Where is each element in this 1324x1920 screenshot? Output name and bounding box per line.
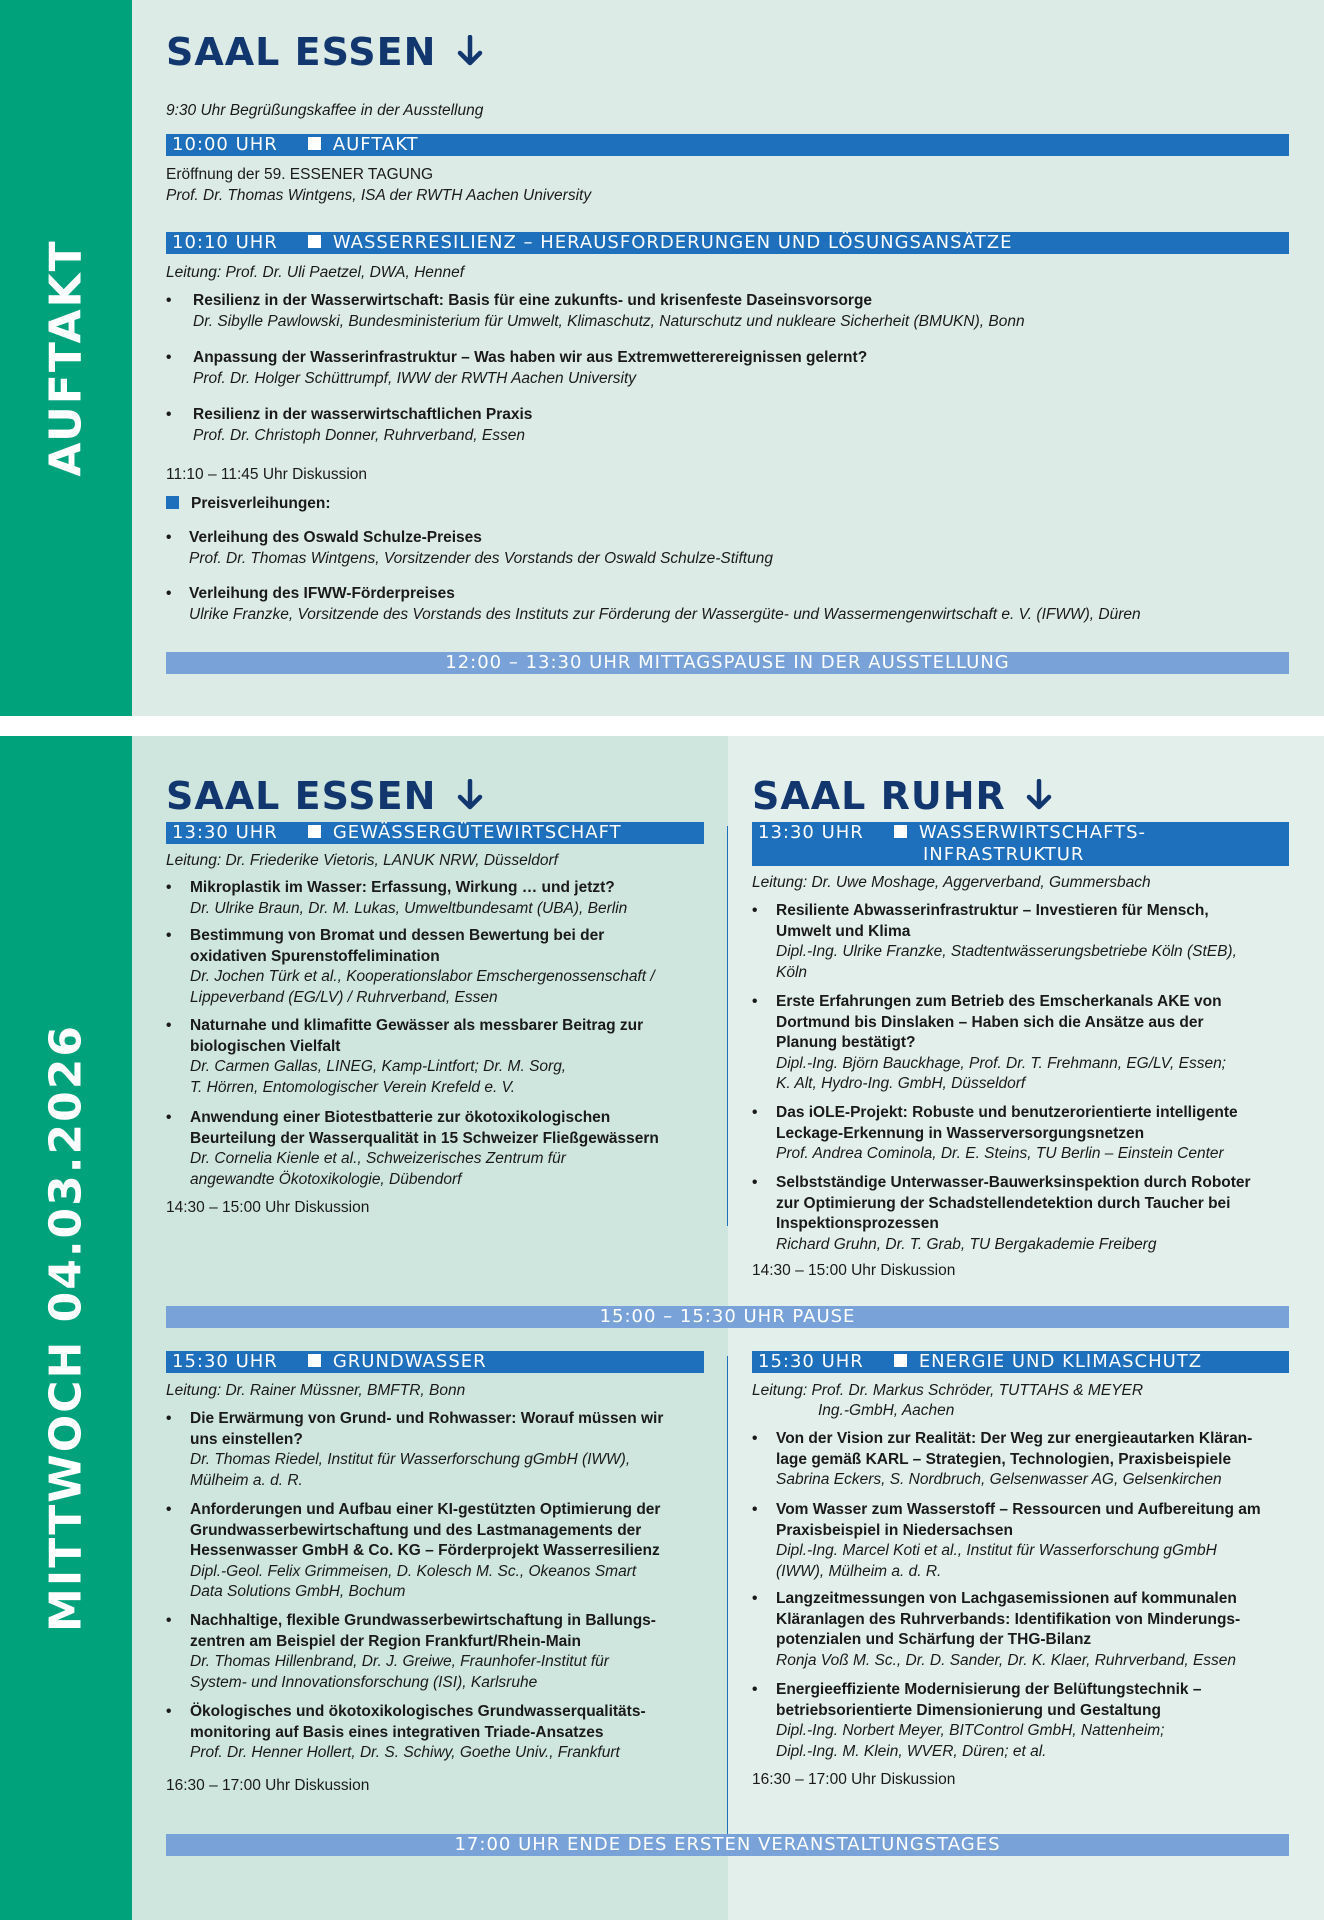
discussion-time: 16:30 – 17:00 Uhr Diskussion bbox=[752, 1771, 956, 1788]
discussion-time: 16:30 – 17:00 Uhr Diskussion bbox=[166, 1777, 370, 1794]
session-bar bbox=[166, 232, 1289, 254]
talk-author: Prof. Dr. Christoph Donner, Ruhrverband, Essen bbox=[193, 426, 525, 444]
room-name: SAAL ESSEN bbox=[166, 774, 437, 818]
session-title: ENERGIE UND KLIMASCHUTZ bbox=[918, 1351, 1203, 1372]
sidebar-label: AUFTAKT bbox=[40, 239, 92, 477]
talk-item: • Die Erwärmung von Grund- und Rohwasser: Worauf müssen wir uns einstellen? Dr. Thomas Riedel, Institut für Wasserforschung gGmbH (IWW), Mülheim a. d. R. bbox=[166, 1409, 663, 1491]
session-chair: Leitung: Dr. Friederike Vietoris, LANUK NRW, Düsseldorf bbox=[166, 852, 558, 869]
award-title: Verleihung des IFWW-Förderpreises bbox=[189, 585, 455, 602]
talk-author: Dr. Thomas Riedel, Institut für Wasserforschung gGmbH (IWW), bbox=[190, 1451, 631, 1468]
talk-title: zentren am Beispiel der Region Frankfurt/Rhein-Main bbox=[190, 1632, 582, 1650]
day-section bbox=[0, 736, 1324, 1920]
talk-title: uns einstellen? bbox=[190, 1430, 303, 1448]
session-title: WASSERWIRTSCHAFTS- bbox=[918, 822, 1147, 843]
talk-title: Beurteilung der Wasserqualität in 15 Schweizer Fließgewässern bbox=[190, 1129, 659, 1147]
session-bar bbox=[166, 134, 1289, 156]
talk-title: potenzialen und Schärfung der THG-Bilanz bbox=[776, 1631, 1092, 1648]
talk-author: Köln bbox=[776, 963, 808, 981]
talk-item: • Vom Wasser zum Wasserstoff – Ressourcen und Aufbereitung am Praxisbeispiel in Niedersachsen Dipl.-Ing. Marcel Koti et al., Institut für Wasserforschung gGmbH (IWW), Mülheim a. d. R. bbox=[752, 1500, 1261, 1582]
room-heading bbox=[166, 30, 483, 74]
talk-item: • Langzeitmessungen von Lachgasemissionen auf kommunalen Kläranlagen des Ruhrverbands: Identifikation von Minderungs- potenzialen und Schärfung der THG-Bilanz Ronja Voß M. Sc., Dr. D. Sander, Dr. K. Klaer, Ruhrverband, Essen bbox=[752, 1589, 1240, 1671]
talk-author: Sabrina Eckers, S. Nordbruch, Gelsenwasser AG, Gelsenkirchen bbox=[776, 1471, 1222, 1488]
talk-title: Hessenwasser GmbH & Co. KG – Förderprojekt Wasserresilienz bbox=[190, 1542, 660, 1559]
session-title: GRUNDWASSER bbox=[332, 1351, 487, 1372]
talk-title: oxidativen Spurenstoffelimination bbox=[190, 947, 440, 965]
talk-item: • Erste Erfahrungen zum Betrieb des Emscherkanals AKE von Dortmund bis Dinslaken – Haben sich die Ansätze aus der Planung bestätigt? Dipl.-Ing. Björn Bauckhage, Prof. Dr. T. Frehmann, EG/LV, Essen; K. Alt, Hydro-Ing. GmbH, Düsseldorf bbox=[752, 992, 1226, 1095]
session-chair: Leitung: Dr. Rainer Müssner, BMFTR, Bonn bbox=[166, 1382, 466, 1399]
talk-title: Naturnahe und klimafitte Gewässer als messbarer Beitrag zur bbox=[190, 1017, 644, 1034]
talk-author: Prof. Dr. Henner Hollert, Dr. S. Schiwy, Goethe Univ., Frankfurt bbox=[190, 1744, 620, 1761]
arrow-down-icon bbox=[1026, 779, 1052, 811]
talk-item: • Mikroplastik im Wasser: Erfassung, Wirkung … und jetzt? Dr. Ulrike Braun, Dr. M. Lukas, Umweltbundesamt (UBA), Berlin bbox=[166, 878, 627, 919]
square-bullet-icon bbox=[894, 1354, 907, 1367]
square-bullet-icon bbox=[308, 137, 321, 150]
talk-item: • Von der Vision zur Realität: Der Weg zur energieautarken Kläran- lage gemäß KARL – Strategien, Technologien, Praxisbeispiele Sabrina Eckers, S. Nordbruch, Gelsenwasser AG, Gelsenkirchen bbox=[752, 1429, 1252, 1491]
talk-author: Dipl.-Ing. Ulrike Franzke, Stadtentwässerungsbetriebe Köln (StEB), bbox=[776, 943, 1237, 960]
talk-item: • Das iOLE-Projekt: Robuste und benutzerorientierte intelligente Leckage-Erkennung in Wasserversorgungsnetzen Prof. Andrea Cominola, Dr. E. Steins, TU Berlin – Einstein Center bbox=[752, 1103, 1238, 1165]
session-time: 13:30 UHR bbox=[758, 822, 864, 843]
talk-title: Anforderungen und Aufbau einer KI-gestützten Optimierung der bbox=[190, 1501, 661, 1518]
talk-title: Anpassung der Wasserinfrastruktur – Was haben wir aus Extremwetterereignissen gelernt? bbox=[193, 349, 868, 366]
talk-author: Dr. Sibylle Pawlowski, Bundesministerium für Umwelt, Klimaschutz, Naturschutz und nukleare Sicherheit (BMUKN), Bonn bbox=[193, 312, 1025, 330]
talk-title: Anwendung einer Biotestbatterie zur ökotoxikologischen bbox=[190, 1109, 611, 1126]
talk-author: Dr. Thomas Hillenbrand, Dr. J. Greiwe, Fraunhofer-Institut für bbox=[190, 1653, 609, 1670]
talk-title: Nachhaltige, flexible Grundwasserbewirtschaftung in Ballungs- bbox=[190, 1612, 656, 1629]
awards-heading: Preisverleihungen: bbox=[166, 494, 331, 515]
room-heading-left bbox=[166, 774, 483, 818]
talk-title: Inspektionsprozessen bbox=[776, 1215, 939, 1232]
room-name: SAAL RUHR bbox=[752, 774, 1006, 818]
pause-bar: 15:00 – 15:30 UHR PAUSE bbox=[166, 1306, 1289, 1328]
room-heading-right bbox=[752, 774, 1052, 818]
column-divider bbox=[727, 826, 728, 1226]
session-title: AUFTAKT bbox=[332, 134, 419, 155]
talk-item: • Anwendung einer Biotestbatterie zur ökotoxikologischen Beurteilung der Wasserqualität in 15 Schweizer Fließgewässern Dr. Cornelia Kienle et al., Schweizerisches Zentrum für angewandte Ökotoxikologie, Dübendorf bbox=[166, 1108, 659, 1190]
auftakt-section bbox=[0, 0, 1324, 716]
session-time: 10:00 UHR bbox=[172, 134, 278, 155]
session-title: INFRASTRUKTUR bbox=[923, 844, 1085, 865]
talk-item: • Energieeffiziente Modernisierung der Belüftungstechnik – betriebsorientierte Dimensionierung und Gestaltung Dipl.-Ing. Norbert Meyer, BITControl GmbH, Nattenheim; Dipl.-Ing. M. Klein, WVER, Düren; et al. bbox=[752, 1680, 1201, 1762]
square-bullet-icon bbox=[166, 496, 179, 509]
session-bar bbox=[752, 1351, 1289, 1373]
square-bullet-icon bbox=[308, 1354, 321, 1367]
session-time: 10:10 UHR bbox=[172, 232, 278, 253]
award-title: Verleihung des Oswald Schulze-Preises bbox=[189, 529, 482, 546]
talk-title: Bestimmung von Bromat und dessen Bewertung bei der bbox=[190, 927, 605, 944]
talk-title: Mikroplastik im Wasser: Erfassung, Wirkung … und jetzt? bbox=[190, 879, 615, 896]
session-chair: Leitung: Prof. Dr. Uli Paetzel, DWA, Hennef bbox=[166, 264, 465, 281]
end-of-day-bar: 17:00 UHR ENDE DES ERSTEN VERANSTALTUNGSTAGES bbox=[166, 1834, 1289, 1856]
square-bullet-icon bbox=[894, 825, 907, 838]
session-bar bbox=[752, 822, 1289, 866]
session-bar bbox=[166, 822, 704, 844]
talk-author: Richard Gruhn, Dr. T. Grab, TU Bergakademie Freiberg bbox=[776, 1235, 1157, 1253]
talk-title: Energieeffiziente Modernisierung der Belüftungstechnik – bbox=[776, 1681, 1202, 1698]
square-bullet-icon bbox=[308, 825, 321, 838]
talk-author: Dipl.-Ing. Norbert Meyer, BITControl GmbH, Nattenheim; bbox=[776, 1722, 1165, 1739]
talk-author: Data Solutions GmbH, Bochum bbox=[190, 1583, 406, 1600]
session-title: GEWÄSSERGÜTEWIRTSCHAFT bbox=[332, 822, 622, 843]
column-divider bbox=[727, 1356, 728, 1834]
session-bar bbox=[166, 1351, 704, 1373]
award-author: Ulrike Franzke, Vorsitzende des Vorstands des Instituts zur Förderung der Wassergüte- und Wassermengenwirtschaft e. V. (IFWW), Düren bbox=[189, 605, 1141, 623]
talk-item: • Resiliente Abwasserinfrastruktur – Investieren für Mensch, Umwelt und Klima Dipl.-Ing. Ulrike Franzke, Stadtentwässerungsbetriebe Köln (StEB), Köln bbox=[752, 901, 1237, 983]
talk-author: K. Alt, Hydro-Ing. GmbH, Düsseldorf bbox=[776, 1075, 1026, 1092]
session-time: 15:30 UHR bbox=[758, 1351, 864, 1372]
lunch-break-bar: 12:00 – 13:30 UHR MITTAGSPAUSE IN DER AUSSTELLUNG bbox=[166, 652, 1289, 674]
session-chair-cont: Ing.-GmbH, Aachen bbox=[818, 1402, 955, 1419]
square-bullet-icon bbox=[308, 235, 321, 248]
sidebar-label: MITTWOCH 04.03.2026 bbox=[40, 1024, 92, 1632]
session-time: 13:30 UHR bbox=[172, 822, 278, 843]
talk-author: Dipl.-Ing. Björn Bauckhage, Prof. Dr. T. Frehmann, EG/LV, Essen; bbox=[776, 1054, 1226, 1072]
talk-author: Mülheim a. d. R. bbox=[190, 1471, 303, 1489]
discussion-time: 11:10 – 11:45 Uhr Diskussion bbox=[166, 466, 368, 483]
talk-title: Resilienz in der wasserwirtschaftlichen Praxis bbox=[193, 406, 533, 423]
talk-title: monitoring auf Basis eines integrativen Triade-Ansatzes bbox=[190, 1723, 604, 1741]
talk-author: Prof. Andrea Cominola, Dr. E. Steins, TU Berlin – Einstein Center bbox=[776, 1145, 1224, 1162]
talk-title: Leckage-Erkennung in Wasserversorgungsnetzen bbox=[776, 1124, 1145, 1142]
talk-author: Lippeverband (EG/LV) / Ruhrverband, Essen bbox=[190, 988, 498, 1006]
sidebar-date bbox=[0, 736, 132, 1920]
talk-title: zur Optimierung der Schadstellendetektion durch Taucher bei bbox=[776, 1194, 1231, 1212]
talk-author: Dipl.-Ing. M. Klein, WVER, Düren; et al. bbox=[776, 1742, 1047, 1760]
talk-author: Dipl.-Geol. Felix Grimmeisen, D. Kolesch M. Sc., Okeanos Smart bbox=[190, 1562, 637, 1580]
talk-item: • Resilienz in der Wasserwirtschaft: Basis für eine zukunfts- und krisenfeste Daseinsvorsorge Dr. Sibylle Pawlowski, Bundesministerium für Umwelt, Klimaschutz, Naturschutz und nukleare Sicherheit (BMUKN), Bonn bbox=[166, 291, 1025, 332]
talk-title: lage gemäß KARL – Strategien, Technologien, Praxisbeispiele bbox=[776, 1450, 1232, 1468]
talk-title: Die Erwärmung von Grund- und Rohwasser: Worauf müssen wir bbox=[190, 1410, 664, 1427]
talk-title: Dortmund bis Dinslaken – Haben sich die Ansätze aus der bbox=[776, 1013, 1204, 1031]
talk-author: (IWW), Mülheim a. d. R. bbox=[776, 1562, 942, 1580]
arrow-down-icon bbox=[457, 35, 483, 67]
award-item: • Verleihung des Oswald Schulze-Preises Prof. Dr. Thomas Wintgens, Vorsitzender des Vorstands der Oswald Schulze-Stiftung bbox=[166, 528, 773, 569]
talk-author: angewandte Ökotoxikologie, Dübendorf bbox=[190, 1170, 462, 1188]
talk-author: Prof. Dr. Holger Schüttrumpf, IWW der RWTH Aachen University bbox=[193, 369, 637, 387]
discussion-time: 14:30 – 15:00 Uhr Diskussion bbox=[166, 1199, 370, 1216]
talk-item: • Bestimmung von Bromat und dessen Bewertung bei der oxidativen Spurenstoffelimination Dr. Jochen Türk et al., Kooperationslabor Emschergenossenschaft / Lippeverband (EG/LV) / Ruhrverband, Essen bbox=[166, 926, 655, 1008]
talk-author: Dr. Carmen Gallas, LINEG, Kamp-Lintfort; Dr. M. Sorg, bbox=[190, 1058, 567, 1075]
arrow-down-icon bbox=[457, 779, 483, 811]
talk-item: • Nachhaltige, flexible Grundwasserbewirtschaftung in Ballungs- zentren am Beispiel der Region Frankfurt/Rhein-Main Dr. Thomas Hillenbrand, Dr. J. Greiwe, Fraunhofer-Institut für System- und Innovationsforschung (ISI), Karlsruhe bbox=[166, 1611, 656, 1693]
talk-title: Langzeitmessungen von Lachgasemissionen auf kommunalen bbox=[776, 1590, 1237, 1607]
talk-item: • Anforderungen und Aufbau einer KI-gestützten Optimierung der Grundwasserbewirtschaftung und des Lastmanagements der Hessenwasser GmbH & Co. KG – Förderprojekt Wasserresilienz Dipl.-Geol. Felix Grimmeisen, D. Kolesch M. Sc., Okeanos Smart Data Solutions GmbH, Bochum bbox=[166, 1500, 660, 1603]
talk-author: T. Hörren, Entomologischer Verein Krefeld e. V. bbox=[190, 1078, 516, 1096]
talk-title: Praxisbeispiel in Niedersachsen bbox=[776, 1521, 1013, 1539]
talk-author: Dipl.-Ing. Marcel Koti et al., Institut für Wasserforschung gGmbH bbox=[776, 1542, 1217, 1559]
award-item: • Verleihung des IFWW-Förderpreises Ulrike Franzke, Vorsitzende des Vorstands des Instituts zur Förderung der Wassergüte- und Wassermengenwirtschaft e. V. (IFWW), Düren bbox=[166, 584, 1141, 625]
session-time: 15:30 UHR bbox=[172, 1351, 278, 1372]
talk-title: betriebsorientierte Dimensionierung und Gestaltung bbox=[776, 1701, 1161, 1719]
session-chair: Leitung: Prof. Dr. Markus Schröder, TUTTAHS & MEYER bbox=[752, 1382, 1144, 1399]
talk-title: Planung bestätigt? bbox=[776, 1034, 916, 1051]
discussion-time: 14:30 – 15:00 Uhr Diskussion bbox=[752, 1262, 956, 1279]
talk-title: Von der Vision zur Realität: Der Weg zur energieautarken Kläran- bbox=[776, 1430, 1253, 1447]
talk-title: Resiliente Abwasserinfrastruktur – Investieren für Mensch, bbox=[776, 902, 1209, 919]
talk-item: • Naturnahe und klimafitte Gewässer als messbarer Beitrag zur biologischen Vielfalt Dr. Carmen Gallas, LINEG, Kamp-Lintfort; Dr. M. Sorg, T. Hörren, Entomologischer Verein Krefeld e. V. bbox=[166, 1016, 643, 1098]
session-chair: Leitung: Dr. Uwe Moshage, Aggerverband, Gummersbach bbox=[752, 874, 1151, 891]
award-author: Prof. Dr. Thomas Wintgens, Vorsitzender des Vorstands der Oswald Schulze-Stiftung bbox=[189, 549, 773, 567]
talk-author: Ronja Voß M. Sc., Dr. D. Sander, Dr. K. Klaer, Ruhrverband, Essen bbox=[776, 1651, 1237, 1669]
talk-title: biologischen Vielfalt bbox=[190, 1037, 341, 1055]
talk-title: Ökologisches und ökotoxikologisches Grundwasserqualitäts- bbox=[190, 1703, 646, 1720]
talk-item: • Ökologisches und ökotoxikologisches Grundwasserqualitäts- monitoring auf Basis eines integrativen Triade-Ansatzes Prof. Dr. Henner Hollert, Dr. S. Schiwy, Goethe Univ., Frankfurt bbox=[166, 1702, 646, 1764]
talk-item: • Selbstständige Unterwasser-Bauwerksinspektion durch Roboter zur Optimierung der Schadstellendetektion durch Taucher bei Inspektionsprozessen Richard Gruhn, Dr. T. Grab, TU Bergakademie Freiberg bbox=[752, 1173, 1251, 1255]
opening-title: Eröffnung der 59. ESSENER TAGUNG bbox=[166, 166, 434, 183]
talk-author: Dr. Ulrike Braun, Dr. M. Lukas, Umweltbundesamt (UBA), Berlin bbox=[190, 899, 628, 917]
session-title: WASSERRESILIENZ – HERAUSFORDERUNGEN UND LÖSUNGSANSÄTZE bbox=[332, 232, 1013, 253]
talk-author: System- und Innovationsforschung (ISI), Karlsruhe bbox=[190, 1673, 538, 1691]
talk-title: Kläranlagen des Ruhrverbands: Identifikation von Minderungs- bbox=[776, 1610, 1241, 1628]
coffee-note: 9:30 Uhr Begrüßungskaffee in der Ausstellung bbox=[166, 102, 484, 119]
talk-title: Grundwasserbewirtschaftung und des Lastmanagements der bbox=[190, 1521, 642, 1539]
talk-title: Das iOLE-Projekt: Robuste und benutzerorientierte intelligente bbox=[776, 1104, 1238, 1121]
talk-title: Vom Wasser zum Wasserstoff – Ressourcen und Aufbereitung am bbox=[776, 1501, 1261, 1518]
talk-item: • Anpassung der Wasserinfrastruktur – Was haben wir aus Extremwetterereignissen gelernt? Prof. Dr. Holger Schüttrumpf, IWW der RWTH Aachen University bbox=[166, 348, 867, 389]
talk-author: Dr. Jochen Türk et al., Kooperationslabor Emschergenossenschaft / bbox=[190, 968, 655, 985]
talk-title: Erste Erfahrungen zum Betrieb des Emscherkanals AKE von bbox=[776, 993, 1222, 1010]
room-name: SAAL ESSEN bbox=[166, 30, 437, 74]
opening-author: Prof. Dr. Thomas Wintgens, ISA der RWTH Aachen University bbox=[166, 187, 592, 204]
talk-title: Umwelt und Klima bbox=[776, 922, 911, 940]
talk-title: Resilienz in der Wasserwirtschaft: Basis für eine zukunfts- und krisenfeste Daseinsvorsorge bbox=[193, 292, 873, 309]
sidebar-auftakt bbox=[0, 0, 132, 716]
talk-author: Dr. Cornelia Kienle et al., Schweizerisches Zentrum für bbox=[190, 1150, 566, 1167]
talk-item: • Resilienz in der wasserwirtschaftlichen Praxis Prof. Dr. Christoph Donner, Ruhrverband, Essen bbox=[166, 405, 532, 446]
talk-title: Selbstständige Unterwasser-Bauwerksinspektion durch Roboter bbox=[776, 1174, 1251, 1191]
